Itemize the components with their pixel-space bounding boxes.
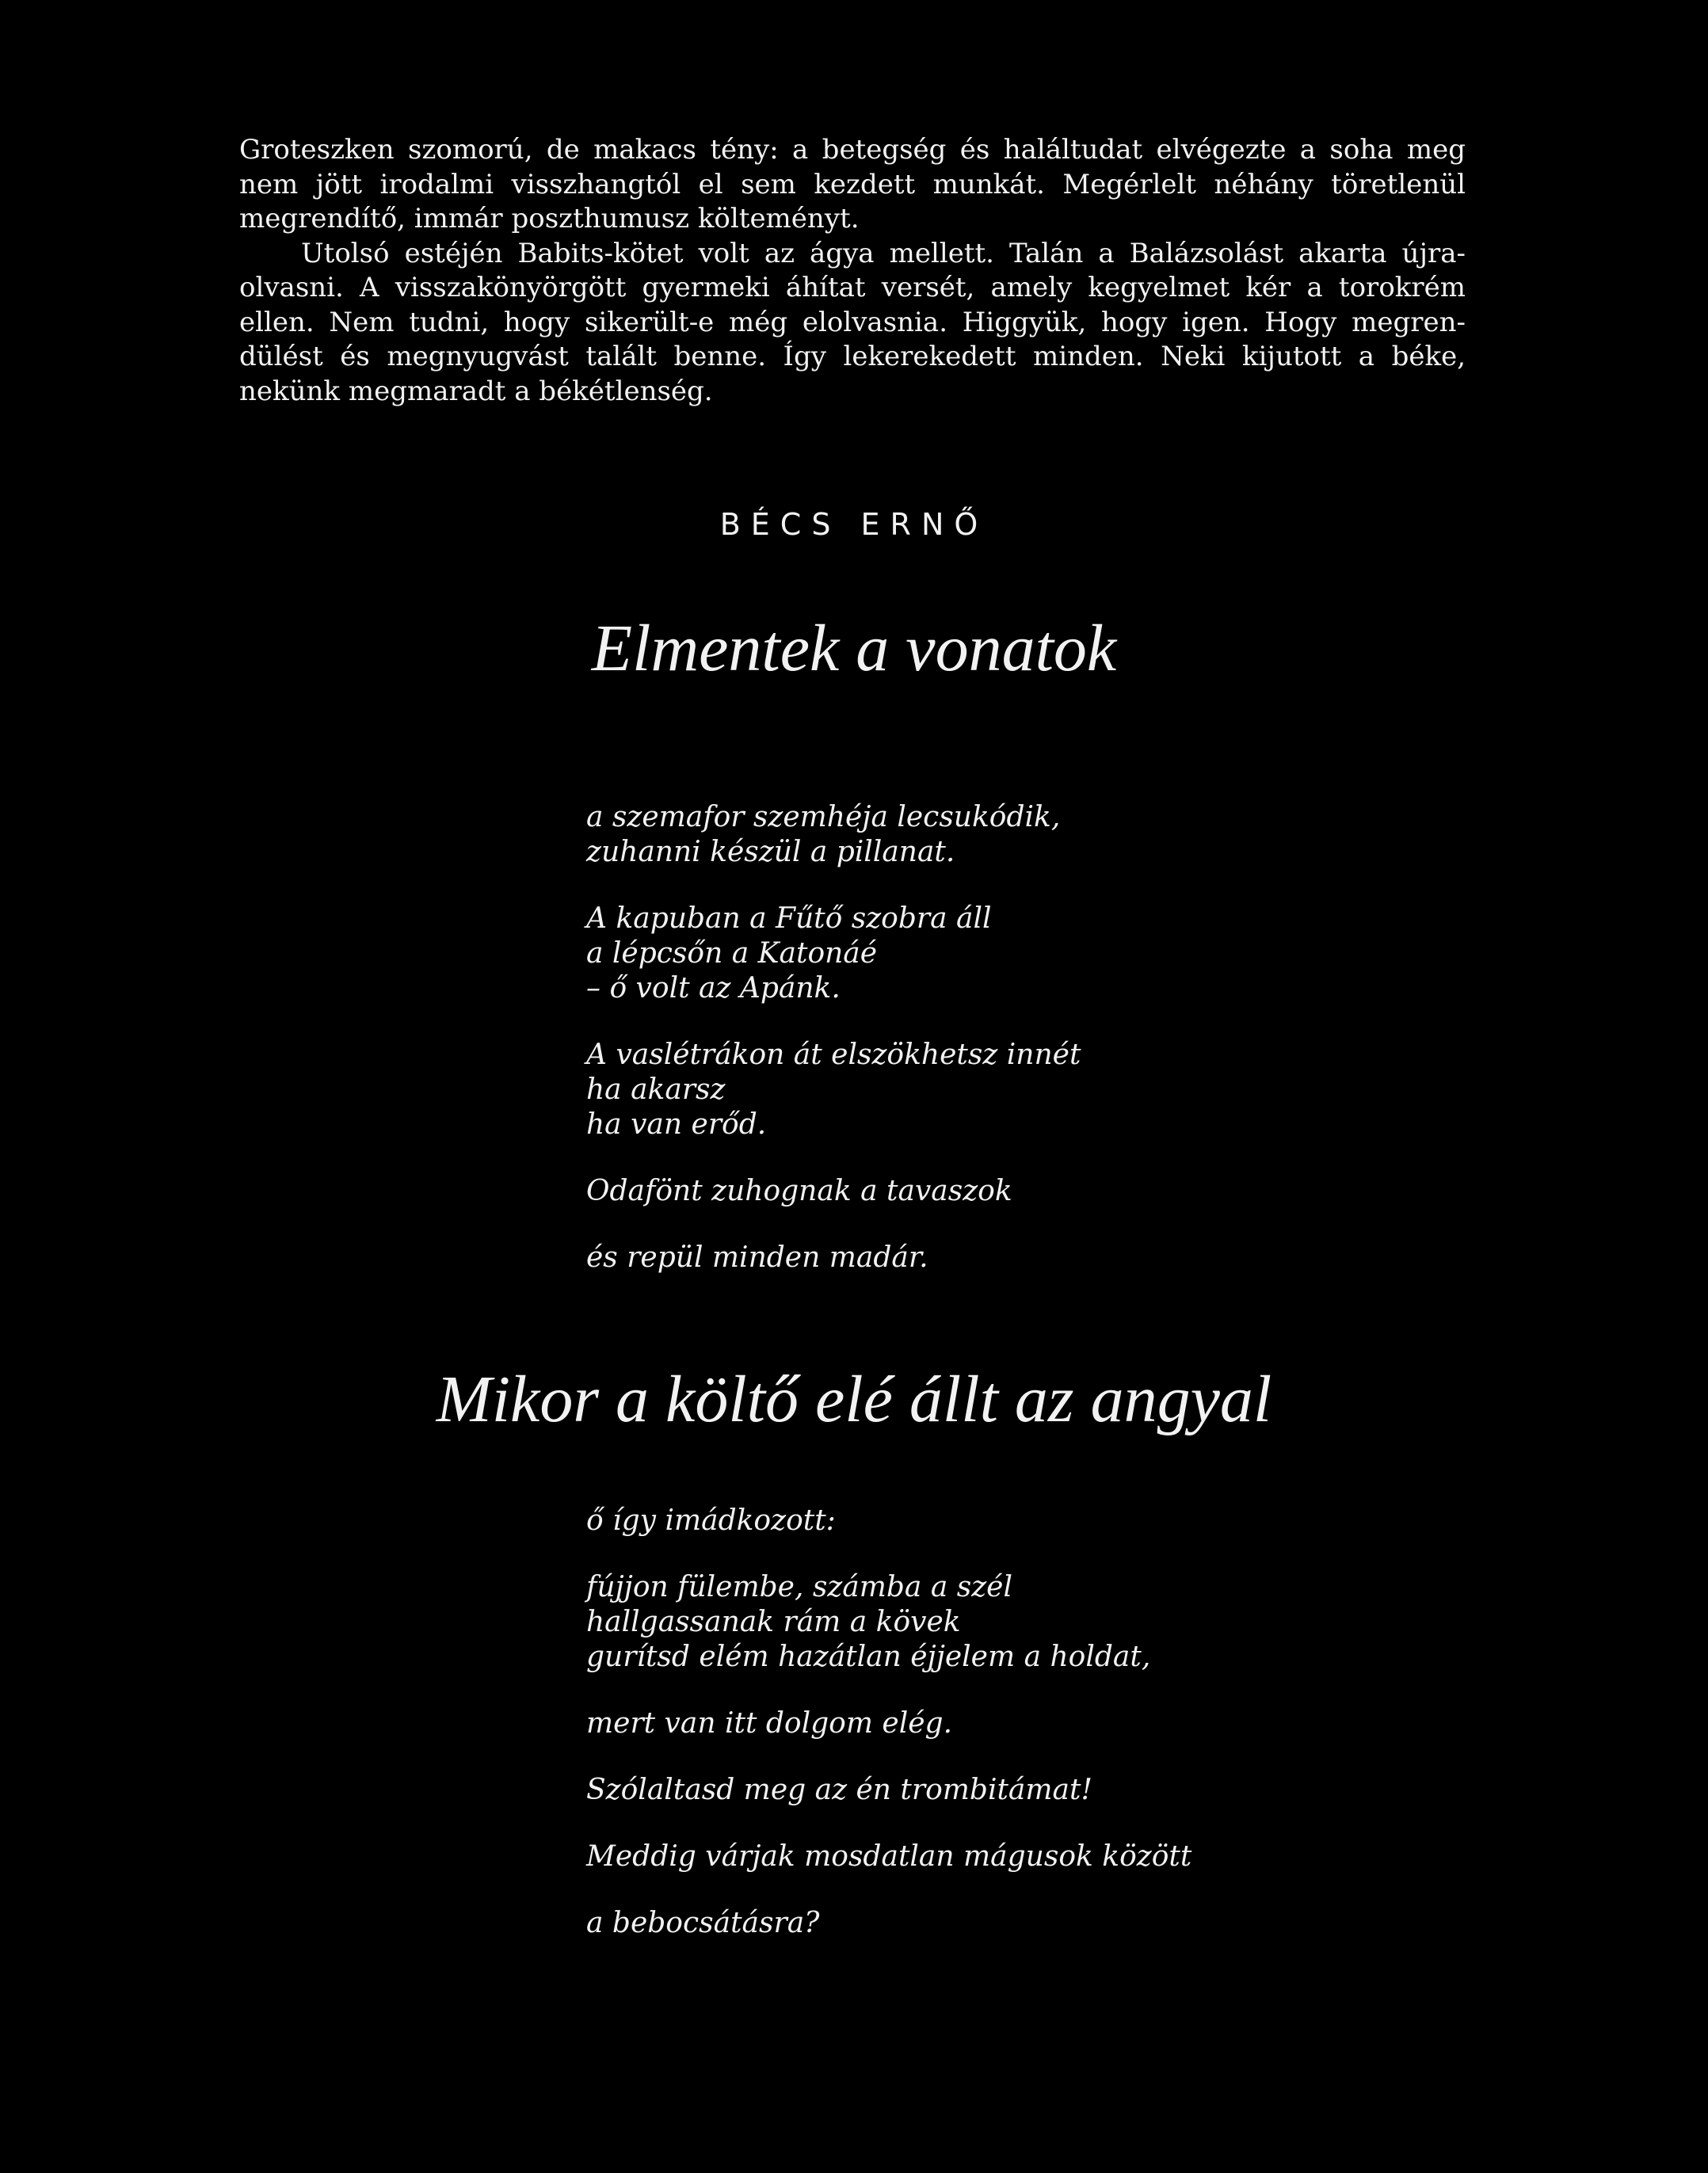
verse-line: ő így imádkozott:: [586, 1504, 836, 1537]
verse-line: a bebocsátásra?: [586, 1907, 820, 1939]
verse-line: és repül minden madár.: [586, 1241, 928, 1274]
verse-line: gurítsd elém hazátlan éjjelem a holdat,: [586, 1641, 1151, 1673]
verse-line: zuhanni készül a pillanat.: [586, 836, 955, 868]
verse-line: a lépcsőn a Katonáé: [586, 937, 878, 970]
verse-line: fújjon fülembe, számba a szél: [586, 1571, 1012, 1603]
verse-line: Odafönt zuhognak a tavaszok: [586, 1175, 1012, 1207]
author-name: BÉCS ERNŐ: [719, 507, 989, 542]
poem-title: Mikor a költő elé állt az angyal: [436, 1363, 1272, 1436]
poem-body: [586, 800, 1081, 1307]
stanza: [586, 800, 1081, 870]
verse-line: – ő volt az Apánk.: [586, 972, 841, 1005]
verse-line: A kapuban a Fűtő szobra áll: [586, 902, 992, 935]
verse-line: ha van erőd.: [586, 1108, 767, 1141]
stanza: [586, 902, 1081, 1006]
prose-line: megrendítő, immár poszthumusz költeményt.: [239, 203, 860, 234]
verse-line: ha akarsz: [586, 1073, 726, 1106]
stanza: [586, 1241, 1081, 1275]
poem-body: [586, 1504, 1191, 1973]
stanza: [586, 1504, 1191, 1538]
verse-line: hallgassanak rám a kövek: [586, 1606, 961, 1638]
stanza: [586, 1570, 1191, 1675]
verse-line: mert van itt dolgom elég.: [586, 1707, 953, 1740]
prose-paragraph: [239, 133, 1466, 409]
prose-line: Groteszken szomorú, de makacs tény: a betegség és haláltudat elvégezte a soha meg: [239, 134, 1466, 166]
prose-line: olvasni. A visszakönyörgött gyermeki áhítat versét, amely kegyelmet kér a torokrém: [239, 272, 1466, 303]
poem-title: Elmentek a vonatok: [591, 612, 1117, 685]
stanza: [586, 1038, 1081, 1142]
stanza: [586, 1906, 1191, 1941]
prose-line: dülést és megnyugvást talált benne. Így lekerekedett minden. Neki kijutott a béke,: [239, 341, 1466, 372]
stanza: [586, 1839, 1191, 1874]
prose-line: Utolsó estéjén Babits-kötet volt az ágya mellett. Talán a Balázsolást akarta újra-: [301, 237, 1466, 269]
verse-line: A vaslétrákon át elszökhetsz innét: [586, 1039, 1081, 1071]
stanza: [586, 1773, 1191, 1808]
verse-line: Szólaltasd meg az én trombitámat!: [586, 1774, 1092, 1806]
verse-line: Meddig várjak mosdatlan mágusok között: [586, 1840, 1192, 1873]
stanza: [586, 1174, 1081, 1209]
prose-line: nekünk megmaradt a békétlenség.: [239, 375, 713, 407]
verse-line: a szemafor szemhéja lecsukódik,: [586, 801, 1061, 833]
prose-line: ellen. Nem tudni, hogy sikerült-e még elolvasnia. Higgyük, hogy igen. Hogy megren-: [239, 306, 1466, 338]
stanza: [586, 1706, 1191, 1741]
prose-line: nem jött irodalmi visszhangtól el sem kezdett munkát. Megérlelt néhány töretlenül: [239, 168, 1466, 200]
